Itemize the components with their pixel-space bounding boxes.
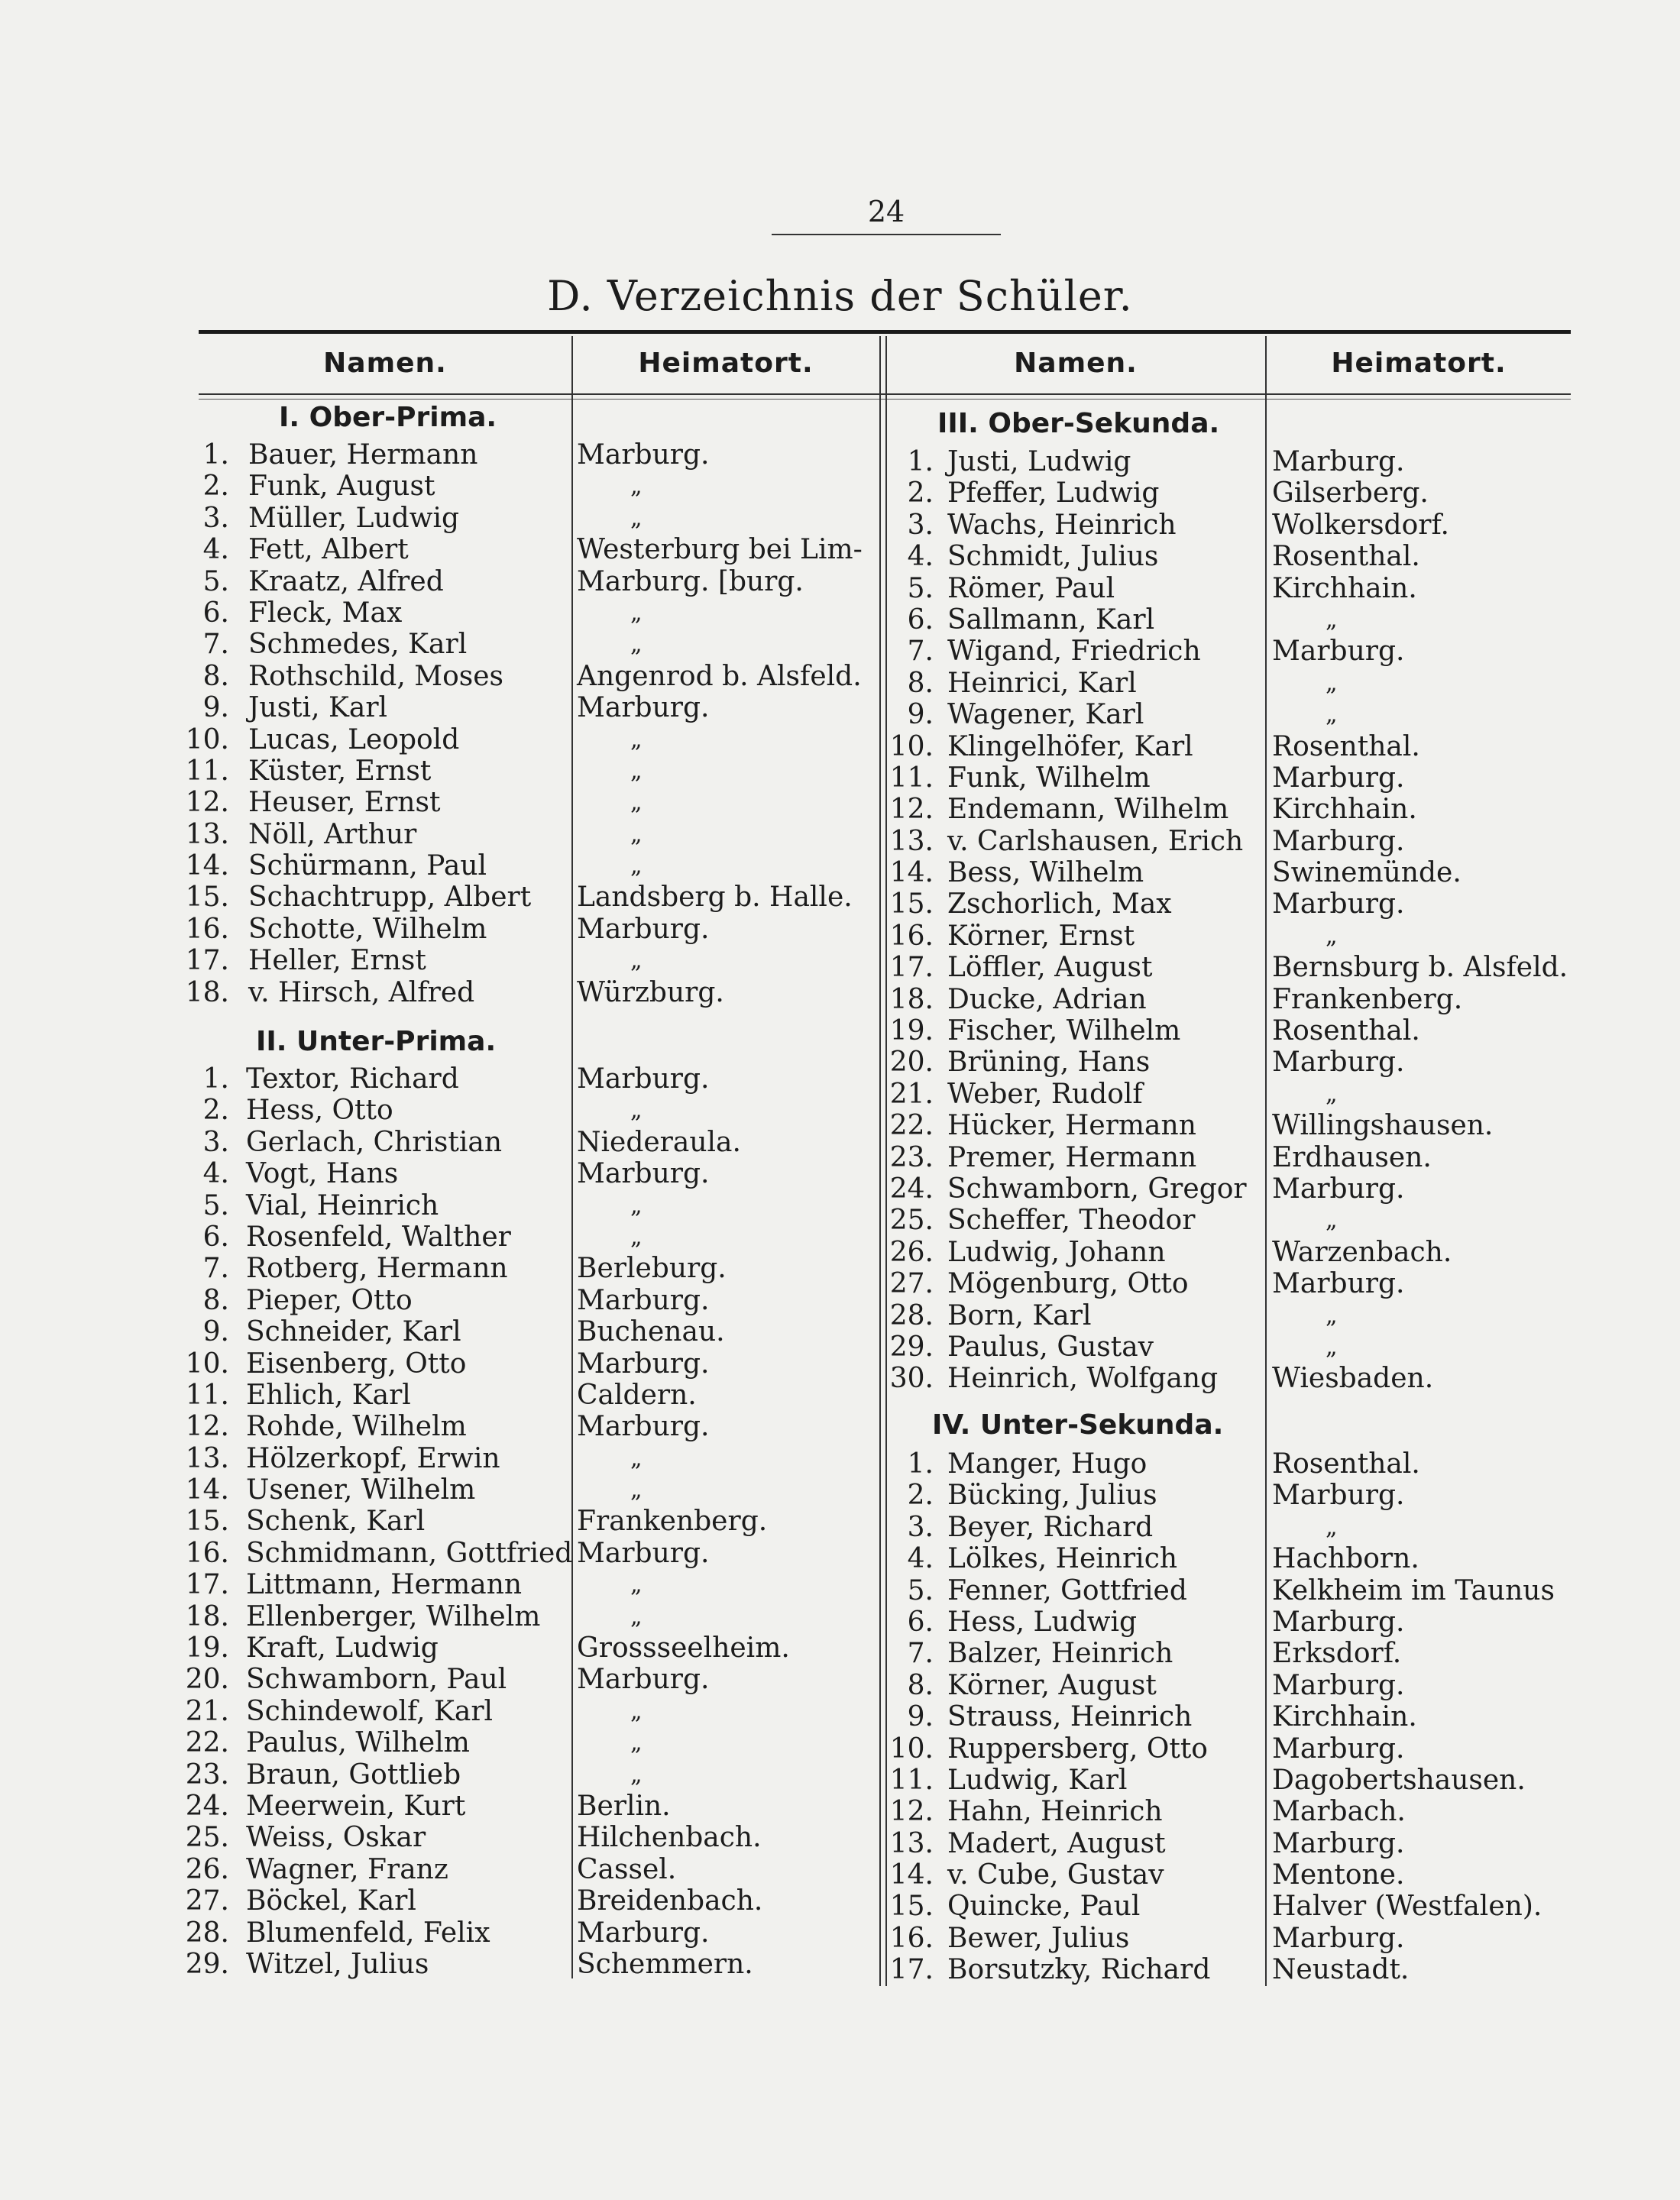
student-number: 18. (185, 976, 229, 1008)
student-number: 1. (907, 446, 934, 477)
header-names-right: Namen. (1014, 348, 1138, 379)
student-name: Rosenfeld, Walther (246, 1221, 511, 1253)
student-hometown: Rosenthal. (1272, 1448, 1420, 1480)
student-hometown: Berlin. (577, 1790, 671, 1822)
student-hometown: Hachborn. (1272, 1543, 1419, 1575)
student-number: 15. (185, 1506, 229, 1538)
student-number: 4. (202, 1158, 229, 1190)
student-hometown: Neustadt. (1272, 1954, 1410, 1986)
student-hometown: „ (630, 599, 643, 626)
student-number: 14. (889, 1859, 934, 1891)
student-number: 9. (202, 692, 229, 724)
student-number: 27. (185, 1885, 229, 1917)
student-number: 11. (889, 762, 934, 794)
student-hometown: „ (630, 726, 643, 753)
student-hometown: Marburg. (1272, 762, 1405, 794)
student-hometown: Erksdorf. (1272, 1638, 1402, 1670)
student-name: Vogt, Hans (246, 1158, 399, 1190)
student-number: 11. (185, 755, 229, 787)
student-name: Lucas, Leopold (248, 723, 460, 755)
student-name: Ludwig, Karl (947, 1764, 1128, 1796)
student-name: Wagner, Franz (246, 1853, 448, 1885)
student-number: 23. (889, 1141, 934, 1173)
student-number: 5. (907, 1574, 934, 1606)
student-number: 16. (889, 920, 934, 952)
student-name: Hahn, Heinrich (947, 1796, 1163, 1828)
student-hometown: „ (630, 1761, 643, 1788)
student-name: Endemann, Wilhelm (947, 794, 1229, 826)
student-number: 26. (185, 1853, 229, 1885)
header-names-left: Namen. (323, 348, 447, 379)
student-name: Blumenfeld, Felix (246, 1917, 490, 1949)
student-number: 10. (889, 730, 934, 762)
student-number: 15. (889, 1891, 934, 1923)
student-name: Schwamborn, Gregor (947, 1173, 1247, 1205)
student-number: 17. (185, 1569, 229, 1601)
student-name: Schürmann, Paul (248, 850, 487, 882)
student-hometown: „ (630, 631, 643, 658)
student-number: 2. (907, 477, 934, 510)
student-name: Bücking, Julius (947, 1480, 1157, 1512)
student-hometown: Marburg. (1272, 1827, 1405, 1859)
student-hometown: Westerburg bei Lim- (577, 534, 863, 566)
student-name: Bewer, Julius (947, 1922, 1130, 1954)
student-name: Körner, August (947, 1669, 1157, 1701)
student-name: Müller, Ludwig (248, 502, 460, 534)
student-name: Heinrici, Karl (947, 667, 1137, 699)
student-hometown: Marburg. (577, 1158, 710, 1190)
student-name: Madert, August (947, 1827, 1166, 1859)
student-name: Wigand, Friedrich (947, 636, 1201, 668)
student-number: 10. (889, 1732, 934, 1765)
student-hometown: Kirchhain. (1272, 794, 1417, 826)
student-hometown: Marburg. (577, 1284, 710, 1316)
student-hometown: „ (1326, 669, 1338, 697)
student-number: 8. (202, 660, 229, 692)
student-hometown: Frankenberg. (577, 1506, 768, 1538)
student-name: Schmidmann, Gottfried (246, 1537, 573, 1569)
student-hometown: Marburg. (1272, 1606, 1405, 1638)
student-hometown: „ (630, 1603, 643, 1630)
student-name: Küster, Ernst (248, 755, 432, 787)
student-number: 17. (185, 945, 229, 977)
student-number: 12. (185, 787, 229, 819)
student-name: Ludwig, Johann (947, 1236, 1166, 1268)
student-number: 1. (907, 1448, 934, 1480)
student-hometown: Marburg. (577, 1537, 710, 1569)
student-name: Schneider, Karl (246, 1316, 461, 1348)
student-name: Sallmann, Karl (947, 603, 1155, 636)
student-name: v. Hirsch, Alfred (248, 976, 475, 1008)
student-name: Quincke, Paul (947, 1891, 1141, 1923)
student-number: 9. (907, 699, 934, 731)
student-number: 22. (185, 1727, 229, 1759)
student-hometown: Cassel. (577, 1853, 677, 1885)
student-hometown: Marburg. (577, 913, 710, 945)
student-hometown: „ (1326, 1302, 1338, 1329)
student-number: 22. (889, 1110, 934, 1142)
student-hometown: „ (1326, 1207, 1338, 1234)
student-number: 7. (202, 629, 229, 661)
student-number: 18. (185, 1600, 229, 1632)
student-hometown: Swinemünde. (1272, 857, 1462, 889)
student-hometown: Warzenbach. (1272, 1236, 1452, 1268)
student-name: Mögenburg, Otto (947, 1268, 1189, 1300)
student-name: Premer, Hermann (947, 1141, 1197, 1173)
student-number: 8. (907, 1669, 934, 1701)
student-number: 25. (185, 1822, 229, 1854)
student-number: 24. (185, 1790, 229, 1822)
student-hometown: Marburg. (577, 1664, 710, 1696)
student-number: 21. (185, 1695, 229, 1727)
student-hometown: „ (630, 947, 643, 975)
student-hometown: Marburg. (1272, 825, 1405, 857)
student-hometown: Marburg. (577, 1917, 710, 1949)
student-number: 12. (889, 794, 934, 826)
student-hometown: „ (630, 1097, 643, 1124)
header-hometown-left: Heimatort. (638, 348, 814, 379)
student-number: 26. (889, 1236, 934, 1268)
student-hometown: Schemmern. (577, 1948, 753, 1980)
student-hometown: Rosenthal. (1272, 1015, 1420, 1047)
student-hometown: Marburg. (1272, 1480, 1405, 1512)
page-number-rule (772, 234, 1001, 235)
header-hometown-right: Heimatort. (1331, 348, 1507, 379)
student-number: 1. (202, 1063, 229, 1095)
section-title: IV. Unter-Sekunda. (932, 1409, 1224, 1441)
student-hometown: Niederaula. (577, 1126, 741, 1158)
student-hometown: „ (630, 473, 643, 500)
student-hometown: Halver (Westfalen). (1272, 1891, 1542, 1923)
student-hometown: Marburg. (1272, 888, 1405, 920)
student-hometown: „ (1326, 701, 1338, 729)
student-hometown: „ (630, 757, 643, 785)
student-hometown: Caldern. (577, 1379, 697, 1411)
student-hometown: „ (1326, 1513, 1338, 1541)
student-name: Beyer, Richard (947, 1511, 1154, 1543)
student-number: 10. (185, 1348, 229, 1380)
student-name: Funk, August (248, 471, 435, 503)
student-name: Böckel, Karl (246, 1885, 416, 1917)
student-name: Heuser, Ernst (248, 787, 441, 819)
student-number: 2. (907, 1480, 934, 1512)
section-title: III. Ober-Sekunda. (937, 408, 1220, 439)
student-hometown: Gilserberg. (1272, 477, 1429, 510)
student-number: 28. (185, 1917, 229, 1949)
section-title: I. Ober-Prima. (279, 402, 497, 433)
student-name: Römer, Paul (947, 572, 1115, 604)
student-name: Fischer, Wilhelm (947, 1015, 1181, 1047)
student-number: 7. (907, 636, 934, 668)
student-hometown: Marburg. (1272, 1047, 1405, 1079)
header-bottom-rule (199, 393, 1571, 395)
student-name: Ellenberger, Wilhelm (246, 1600, 541, 1632)
student-hometown: Dagobertshausen. (1272, 1764, 1526, 1796)
student-hometown: „ (1326, 1080, 1338, 1108)
student-name: Born, Karl (947, 1299, 1092, 1331)
student-name: Justi, Karl (248, 692, 388, 724)
student-name: Bess, Wilhelm (947, 857, 1144, 889)
student-number: 13. (889, 1827, 934, 1859)
student-name: Heinrich, Wolfgang (947, 1363, 1219, 1395)
student-name: Paulus, Gustav (947, 1331, 1154, 1363)
student-hometown: Landsberg b. Halle. (577, 882, 853, 914)
student-name: Wagener, Karl (947, 699, 1144, 731)
student-name: Löffler, August (947, 952, 1153, 984)
student-name: Klingelhöfer, Karl (947, 730, 1193, 762)
student-name: Funk, Wilhelm (947, 762, 1151, 794)
student-number: 14. (185, 1474, 229, 1506)
student-name: Fleck, Max (248, 597, 403, 629)
student-number: 19. (889, 1015, 934, 1047)
student-hometown: Kirchhain. (1272, 572, 1417, 604)
student-number: 17. (889, 1954, 934, 1986)
student-name: Schwamborn, Paul (246, 1664, 507, 1696)
student-name: Paulus, Wilhelm (246, 1727, 470, 1759)
student-hometown: Hilchenbach. (577, 1822, 762, 1854)
student-name: Schmedes, Karl (248, 629, 468, 661)
student-name: Eisenberg, Otto (246, 1348, 467, 1380)
section-title: II. Unter-Prima. (256, 1026, 497, 1057)
student-number: 30. (889, 1363, 934, 1395)
student-hometown: Erdhausen. (1272, 1141, 1432, 1173)
student-name: Körner, Ernst (947, 920, 1135, 952)
student-hometown: „ (630, 820, 643, 848)
student-name: Ducke, Adrian (947, 983, 1147, 1015)
student-number: 3. (202, 1126, 229, 1158)
student-name: Justi, Ludwig (947, 446, 1131, 477)
student-hometown: Wiesbaden. (1272, 1363, 1434, 1395)
student-hometown: Marburg. (1272, 636, 1405, 668)
column-divider-right (1265, 336, 1267, 1986)
student-hometown: Angenrod b. Alsfeld. (577, 660, 862, 692)
student-name: Rotberg, Hermann (246, 1253, 508, 1285)
student-name: Schenk, Karl (246, 1506, 426, 1538)
student-hometown: Rosenthal. (1272, 730, 1420, 762)
student-number: 23. (185, 1758, 229, 1791)
student-hometown: „ (1326, 606, 1338, 633)
student-number: 17. (889, 952, 934, 984)
student-number: 18. (889, 983, 934, 1015)
student-hometown: Kelkheim im Taunus (1272, 1574, 1555, 1606)
student-number: 25. (889, 1205, 934, 1237)
student-hometown: Rosenthal. (1272, 541, 1420, 573)
student-name: Fenner, Gottfried (947, 1574, 1187, 1606)
student-hometown: „ (1326, 922, 1338, 950)
student-hometown: „ (630, 1697, 643, 1725)
student-number: 9. (907, 1701, 934, 1733)
student-number: 16. (185, 1537, 229, 1569)
student-number: 29. (185, 1948, 229, 1980)
student-name: Bauer, Hermann (248, 439, 478, 471)
student-name: Borsutzky, Richard (947, 1954, 1211, 1986)
student-number: 2. (202, 1095, 229, 1127)
student-number: 5. (202, 565, 229, 597)
student-number: 28. (889, 1299, 934, 1331)
student-hometown: Mentone. (1272, 1859, 1405, 1891)
student-name: Pfeffer, Ludwig (947, 477, 1160, 510)
student-name: Scheffer, Theodor (947, 1205, 1196, 1237)
student-hometown: Berleburg. (577, 1253, 727, 1285)
student-hometown: Marburg. (577, 1411, 710, 1443)
student-name: Ruppersberg, Otto (947, 1732, 1208, 1765)
student-hometown: Marburg. (577, 1063, 710, 1095)
student-hometown: „ (630, 1445, 643, 1472)
student-hometown: Breidenbach. (577, 1885, 763, 1917)
student-number: 6. (202, 1221, 229, 1253)
student-name: v. Cube, Gustav (947, 1859, 1164, 1891)
student-number: 11. (185, 1379, 229, 1411)
student-hometown: „ (630, 1729, 643, 1757)
student-number: 20. (185, 1664, 229, 1696)
student-number: 7. (907, 1638, 934, 1670)
page-title: D. Verzeichnis der Schüler. (547, 272, 1133, 320)
student-hometown: „ (630, 504, 643, 532)
student-hometown: „ (630, 852, 643, 880)
student-name: Kraatz, Alfred (248, 565, 444, 597)
student-hometown: Marburg. [burg. (577, 565, 804, 597)
student-name: Schachtrupp, Albert (248, 882, 532, 914)
student-name: Zschorlich, Max (947, 888, 1172, 920)
student-name: Gerlach, Christian (246, 1126, 503, 1158)
student-name: Hücker, Hermann (947, 1110, 1196, 1142)
student-hometown: Bernsburg b. Alsfeld. (1272, 952, 1568, 984)
student-name: Manger, Hugo (947, 1448, 1148, 1480)
student-number: 3. (907, 509, 934, 541)
student-hometown: Kirchhain. (1272, 1701, 1417, 1733)
student-number: 4. (907, 1543, 934, 1575)
student-number: 13. (185, 1442, 229, 1474)
student-name: Brüning, Hans (947, 1047, 1151, 1079)
column-divider-left (571, 336, 573, 1978)
student-hometown: „ (630, 1223, 643, 1250)
student-hometown: Marburg. (1272, 1669, 1405, 1701)
student-name: Schmidt, Julius (947, 541, 1159, 573)
student-number: 13. (889, 825, 934, 857)
student-hometown: Marburg. (577, 692, 710, 724)
student-number: 27. (889, 1268, 934, 1300)
student-number: 13. (185, 818, 229, 850)
student-name: Balzer, Heinrich (947, 1638, 1173, 1670)
student-name: Wachs, Heinrich (947, 509, 1177, 541)
student-number: 6. (907, 603, 934, 636)
student-name: v. Carlshausen, Erich (947, 825, 1244, 857)
student-hometown: Marburg. (577, 1348, 710, 1380)
student-name: Strauss, Heinrich (947, 1701, 1193, 1733)
student-number: 3. (202, 502, 229, 534)
student-number: 19. (185, 1632, 229, 1665)
student-number: 20. (889, 1047, 934, 1079)
student-number: 16. (185, 913, 229, 945)
student-hometown: „ (630, 1571, 643, 1599)
student-hometown: Marburg. (1272, 1268, 1405, 1300)
student-number: 9. (202, 1316, 229, 1348)
student-hometown: Marburg. (1272, 1922, 1405, 1954)
student-name: Kraft, Ludwig (246, 1632, 439, 1665)
student-name: Schotte, Wilhelm (248, 913, 487, 945)
student-hometown: Marburg. (1272, 1732, 1405, 1765)
student-number: 15. (889, 888, 934, 920)
student-number: 11. (889, 1764, 934, 1796)
student-hometown: „ (630, 789, 643, 817)
student-number: 6. (202, 597, 229, 629)
student-number: 12. (185, 1411, 229, 1443)
student-number: 7. (202, 1253, 229, 1285)
student-name: Witzel, Julius (246, 1948, 429, 1980)
student-name: Hess, Ludwig (947, 1606, 1138, 1638)
student-name: Schindewolf, Karl (246, 1695, 494, 1727)
student-hometown: Frankenberg. (1272, 983, 1463, 1015)
student-name: Rohde, Wilhelm (246, 1411, 467, 1443)
student-hometown: Grossseelheim. (577, 1632, 790, 1665)
student-name: Ehlich, Karl (246, 1379, 411, 1411)
student-hometown: Wolkersdorf. (1272, 509, 1449, 541)
student-number: 3. (907, 1511, 934, 1543)
student-name: Pieper, Otto (246, 1284, 413, 1316)
student-number: 4. (907, 541, 934, 573)
student-number: 12. (889, 1796, 934, 1828)
student-name: Meerwein, Kurt (246, 1790, 466, 1822)
student-number: 5. (907, 572, 934, 604)
table-top-rule (199, 330, 1571, 334)
student-number: 8. (202, 1284, 229, 1316)
student-name: Textor, Richard (246, 1063, 459, 1095)
student-name: Vial, Heinrich (246, 1189, 439, 1221)
student-name: Weiss, Oskar (246, 1822, 426, 1854)
student-hometown: „ (630, 1477, 643, 1504)
student-name: Fett, Albert (248, 534, 409, 566)
student-number: 16. (889, 1922, 934, 1954)
student-number: 10. (185, 723, 229, 755)
student-number: 8. (907, 667, 934, 699)
student-number: 2. (202, 471, 229, 503)
student-number: 5. (202, 1189, 229, 1221)
student-name: Usener, Wilhelm (246, 1474, 476, 1506)
student-name: Lölkes, Heinrich (947, 1543, 1178, 1575)
student-number: 21. (889, 1078, 934, 1110)
student-name: Heller, Ernst (248, 945, 426, 977)
student-number: 29. (889, 1331, 934, 1363)
student-name: Braun, Gottlieb (246, 1758, 461, 1791)
student-number: 24. (889, 1173, 934, 1205)
student-hometown: Marbach. (1272, 1796, 1406, 1828)
student-number: 14. (185, 850, 229, 882)
student-name: Hess, Otto (246, 1095, 393, 1127)
student-hometown: Würzburg. (577, 976, 724, 1008)
student-hometown: Marburg. (1272, 1173, 1405, 1205)
page-number: 24 (867, 195, 905, 228)
student-hometown: Buchenau. (577, 1316, 725, 1348)
student-hometown: Marburg. (577, 439, 710, 471)
student-name: Weber, Rudolf (947, 1078, 1143, 1110)
student-number: 14. (889, 857, 934, 889)
student-name: Rothschild, Moses (248, 660, 504, 692)
student-name: Hölzerkopf, Erwin (246, 1442, 500, 1474)
student-number: 4. (202, 534, 229, 566)
student-number: 6. (907, 1606, 934, 1638)
student-hometown: Marburg. (1272, 446, 1405, 477)
student-hometown: „ (630, 1192, 643, 1219)
student-name: Nöll, Arthur (248, 818, 417, 850)
header-bottom-rule-thin (199, 399, 1571, 400)
student-number: 1. (202, 439, 229, 471)
student-hometown: Willingshausen. (1272, 1110, 1494, 1142)
student-number: 15. (185, 882, 229, 914)
student-name: Littmann, Hermann (246, 1569, 523, 1601)
student-hometown: „ (1326, 1333, 1338, 1360)
